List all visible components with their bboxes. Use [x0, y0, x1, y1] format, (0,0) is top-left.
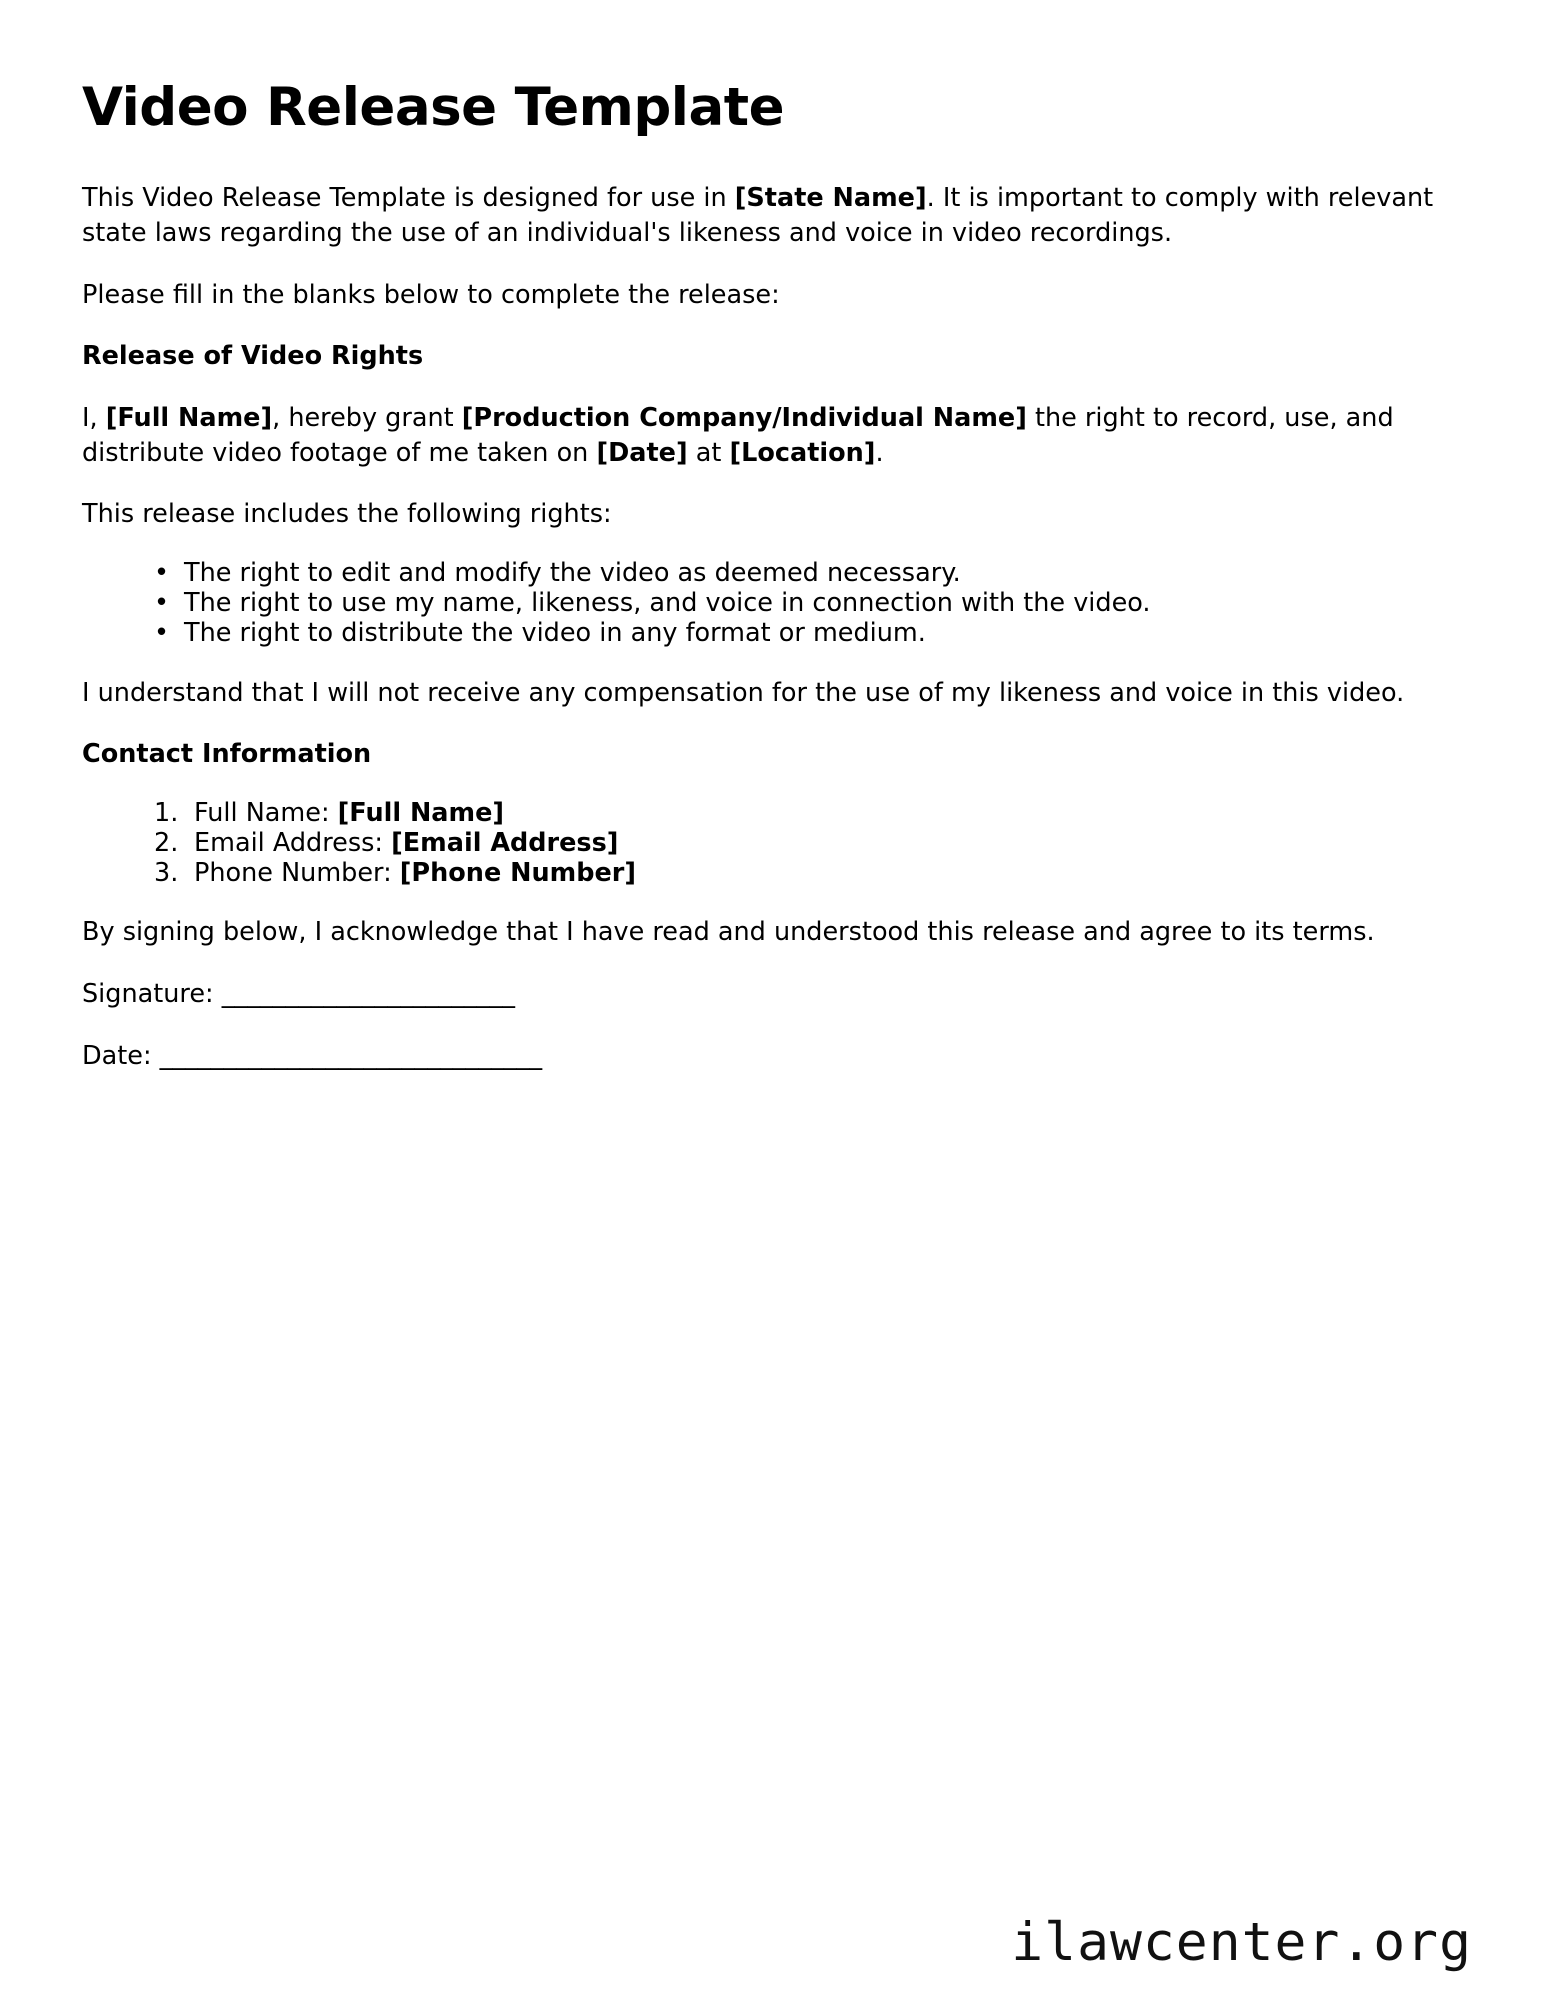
contact-information-heading: Contact Information	[82, 739, 372, 770]
list-item: • The right to edit and modify the video as deemed necessary.	[154, 559, 1472, 589]
list-item: • The right to distribute the video in any format or medium.	[154, 619, 1472, 649]
page-title: Video Release Template	[82, 77, 785, 138]
list-item	[154, 829, 1472, 859]
date-field[interactable]: Date: ______________________________	[82, 1040, 543, 1071]
placeholder-date: [Date]	[596, 437, 688, 468]
list-item	[154, 799, 1472, 829]
contact-information-list	[82, 799, 1472, 888]
site-watermark: ilawcenter.org	[1011, 1912, 1472, 1973]
contact-label-email-address: Email Address:	[194, 827, 392, 858]
list-item: • The right to use my name, likeness, and voice in connection with the video.	[154, 589, 1472, 619]
contact-label-phone-number: Phone Number:	[194, 857, 400, 888]
rights-intro-paragraph: This release includes the following rights:	[82, 499, 612, 530]
placeholder-contact-email-address: [Email Address]	[391, 827, 619, 858]
signature-field[interactable]: Signature: _______________________	[82, 979, 515, 1010]
grant-text-part1: I,	[82, 403, 106, 434]
list-item	[154, 859, 1472, 889]
compensation-paragraph: I understand that I will not receive any compensation for the use of my likeness and voice in this video.	[82, 677, 1405, 708]
grant-text-part5: .	[875, 437, 884, 468]
intro-text-part1: This Video Release Template is designed for use in	[82, 183, 735, 214]
placeholder-state-name: [State Name]	[734, 183, 927, 214]
placeholder-full-name: [Full Name]	[105, 403, 273, 434]
placeholder-contact-full-name: [Full Name]	[337, 797, 505, 828]
acknowledgement-paragraph: By signing below, I acknowledge that I have read and understood this release and agree to its terms.	[82, 917, 1375, 948]
intro-text-part2: . It is important to comply with relevant state laws regarding the use of an individual's likeness and voice in video recordings.	[82, 183, 1434, 249]
instruction-paragraph: Please fill in the blanks below to complete the release:	[82, 279, 780, 310]
placeholder-location: [Location]	[729, 437, 876, 468]
grant-text-part4: at	[687, 437, 730, 468]
rights-list	[82, 559, 1472, 648]
grant-text-part3: the right to record, use, and distribute video footage of me taken on	[82, 403, 1394, 468]
release-of-video-rights-heading: Release of Video Rights	[82, 341, 424, 372]
intro-paragraph	[82, 181, 1437, 250]
grant-text-part2: , hereby grant	[272, 403, 462, 434]
placeholder-production-company: [Production Company/Individual Name]	[461, 403, 1027, 434]
placeholder-contact-phone-number: [Phone Number]	[399, 857, 636, 888]
contact-label-full-name: Full Name:	[194, 797, 338, 828]
grant-paragraph	[82, 401, 1437, 470]
